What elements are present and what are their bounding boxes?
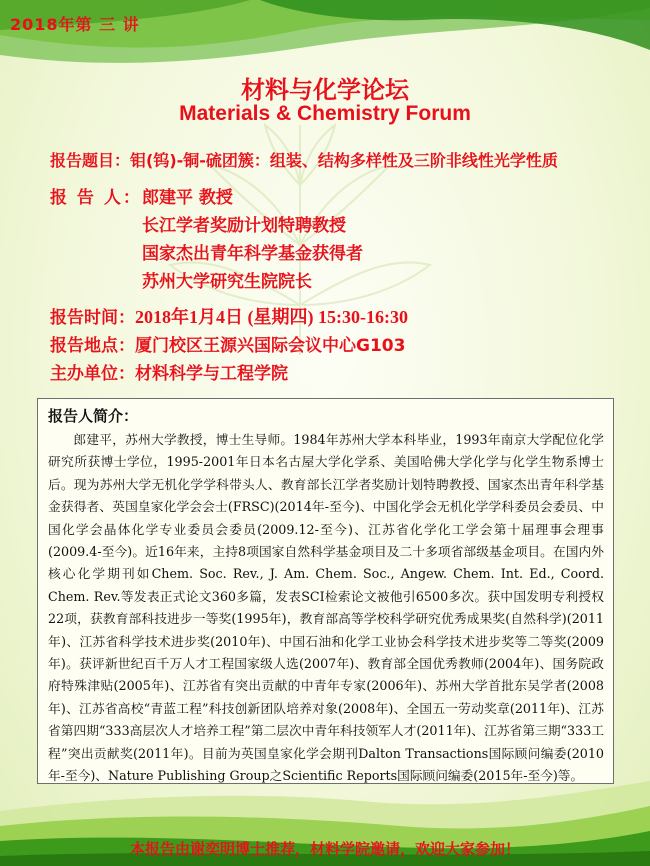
footer-invitation: 本报告由谢奕明博士推荐，材料学院邀请，欢迎大家参加！ <box>129 840 520 858</box>
speaker-title-changjiang: 长江学者奖励计划特聘教授 <box>142 216 346 236</box>
topic-value: 钼(钨)-铜-硫团簇：组装、结构多样性及三阶非线性光学性质 <box>130 151 558 170</box>
time-value: 2018年1月4日 (星期四) 15:30-16:30 <box>135 307 408 327</box>
forum-title-english: Materials & Chemistry Forum <box>179 102 471 125</box>
time-row <box>50 303 408 329</box>
place-label: 报告地点： <box>50 336 135 356</box>
speaker-title-dean: 苏州大学研究生院院长 <box>142 272 312 292</box>
place-value: 厦门校区王源兴国际会议中心G103 <box>135 336 406 356</box>
speaker-label: 报 告 人： <box>50 188 142 208</box>
bio-title: 报告人简介： <box>48 407 139 425</box>
place-row <box>50 331 405 356</box>
forum-title-chinese: 材料与化学论坛 <box>241 76 409 104</box>
speaker-title-nsfc: 国家杰出青年科学基金获得者 <box>142 244 363 264</box>
time-label: 报告时间： <box>50 308 135 328</box>
speaker-bio-box <box>37 398 614 784</box>
speaker-name: 郎建平 教授 <box>142 188 233 208</box>
bio-text: 郎建平，苏州大学教授，博士生导师。1984年苏州大学本科毕业，1993年南京大学配位化学研究所获博士学位，1995-2001年日本名古屋大学化学系、美国哈佛大学化学与化学生物系博士后。现为苏州大学无机化学学科带头人、教育部长江学者奖励计划特聘教授、国家杰出青年科学基金获得者、英国皇家化学会会士(FRSC)(2014年-至今)、中国化学会无机化学学科委员会委员、中国化学会晶体化学专业委员会委员(2009.12-至今)、江苏省化学化工学会第十届理事会理事(2009.4-至今)。近16年来，主持8项国家自然科学基金项目及二十多项省部级基金项目。在国内外核心化学期刊如Chem. Soc. Rev., J. Am. Chem. Soc., Angew. Chem. Int. Ed., Coord. Chem. Rev.等发表正式论文360多篇，发表SCI检索论文被他引6500多次。获中国发明专利授权22项，获教育部科技进步一等奖(1995年)，教育部高等学校科学研究优秀成果奖(自然科学)(2011年)、江苏省科学技术进步奖(2010年)、中国石油和化学工业协会科学技术进步奖等二等奖(2009年)。获评新世纪百千万人才工程国家级人选(2007年)、教育部全国优秀教师(2004年)、国务院政府特殊津贴(2005年)、江苏省有突出贡献的中青年专家(2006年)、苏州大学首批东吴学者(2008年)、江苏省高校“青蓝工程”科技创新团队培养对象(2008年)、全国五一劳动奖章(2011年)、江苏省第四期“333高层次人才培养工程”第二层次中青年科技领军人才(2011年)、江苏省第三期“333工程”突出贡献奖(2011年)。目前为英国皇家化学会期刊Dalton Transactions国际顾问编委(2010年-至今)、Nature Publishing Group之Scientific Reports国际顾问编委(2015年-至今)等。 <box>48 432 604 784</box>
host-value: 材料科学与工程学院 <box>135 364 288 384</box>
lecture-number: 2018年第 三 讲 <box>10 15 140 34</box>
host-row <box>50 359 288 384</box>
topic-label: 报告题目： <box>50 151 131 170</box>
host-label: 主办单位： <box>50 364 135 384</box>
topic-row <box>50 148 558 171</box>
